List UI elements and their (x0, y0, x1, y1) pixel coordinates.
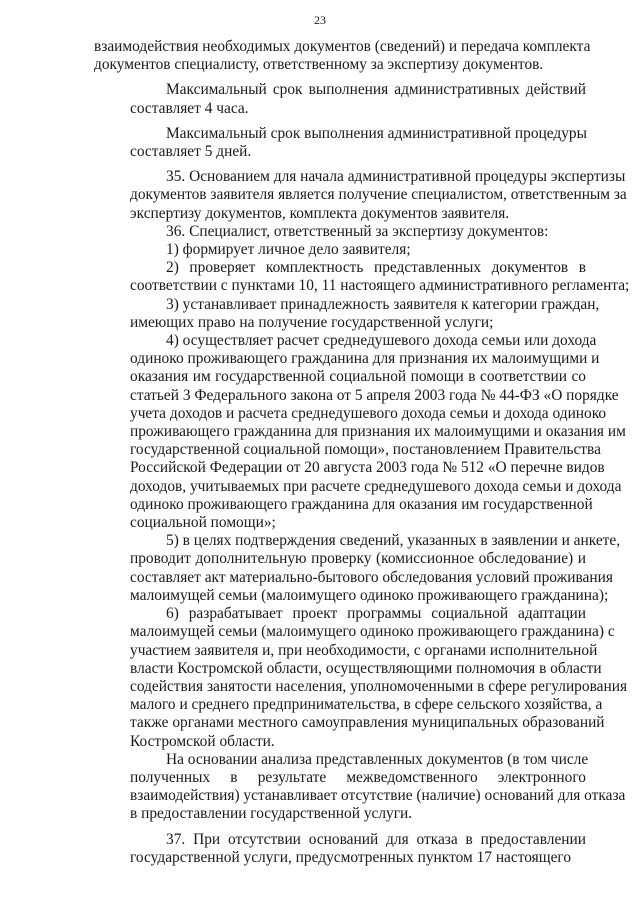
text-line: 4) осуществляет расчет среднедушевого дохода семьи или дохода (166, 332, 597, 350)
text-line: проводит дополнительную проверку (комиссионное обследование) и (130, 550, 586, 568)
paragraph (94, 332, 626, 532)
text-line: документов специалисту, ответственному за экспертизу документов. (94, 56, 544, 74)
text-line: малого и среднего предпринимательства, в сфере сельского хозяйства, а (130, 696, 603, 714)
paragraph (94, 241, 586, 259)
text-line: соответствии с пунктами 10, 11 настоящего административного регламента; (130, 277, 630, 295)
text-line: доходов, учитываемых при расчете среднедушевого дохода семьи и дохода (130, 477, 622, 495)
text-line: 35. Основанием для начала административной процедуры экспертизы (166, 168, 626, 186)
text-line: 1) формирует личное дело заявителя; (166, 241, 411, 259)
text-line: составляет 4 часа. (130, 99, 249, 117)
text-line: Максимальный срок выполнения административных действий (166, 81, 586, 99)
text-line: власти Костромской области, осуществляющими полномочия в области (130, 659, 602, 677)
text-line: 6) разрабатывает проект программы социальной адаптации (166, 605, 586, 623)
text-line: Костромской области. (130, 732, 275, 750)
paragraph (94, 125, 586, 161)
text-line: одиноко проживающего гражданина для оказания им государственной (130, 495, 593, 513)
text-line: составляет 5 дней. (130, 143, 252, 161)
text-line: имеющих право на получение государственной услуги; (130, 313, 494, 331)
text-line: взаимодействия) устанавливает отсутствие (наличие) оснований для отказа (130, 787, 626, 805)
text-line: содействия занятости населения, уполномоченными в сфере регулирования (130, 677, 628, 695)
text-line: также органами местного самоуправления муниципальных образований (130, 714, 605, 732)
paragraph (94, 750, 626, 824)
paragraph (94, 38, 591, 74)
paragraph (94, 532, 621, 605)
text-line: Российской Федерации от 20 августа 2003 года № 512 «О перечне видов (130, 459, 605, 477)
text-line: полученных в результате межведомственного электронного (130, 768, 586, 786)
paragraph (94, 223, 586, 241)
text-line: документов заявителя является получение специалистом, ответственным за (130, 186, 627, 204)
text-line: 3) устанавливает принадлежность заявителя к категории граждан, (166, 295, 600, 313)
text-line: На основании анализа представленных документов (в том числе (166, 750, 589, 768)
text-line: статьей 3 Федерального закона от 5 апреля 2003 года № 44-ФЗ «О порядке (130, 386, 619, 404)
text-line: государственной социальной помощи», постановлением Правительства (130, 441, 601, 459)
text-line: 36. Специалист, ответственный за экспертизу документов: (166, 222, 549, 240)
text-line: взаимодействия необходимых документов (сведений) и передача комплекта (94, 38, 591, 55)
text-line: 2) проверяет комплектность представленных документов в (166, 259, 586, 277)
text-line: малоимущей семьи (малоимущего одиноко проживающего гражданина) с (130, 623, 615, 641)
text-line: одиноко проживающего гражданина для признания их малоимущими и (130, 350, 600, 368)
text-line: Максимальный срок выполнения административной процедуры (166, 124, 587, 142)
text-line: участием заявителя и, при необходимости, с органами исполнительной (130, 641, 598, 659)
text-line: 37. При отсутствии оснований для отказа в предоставлении (166, 830, 586, 848)
text-line: оказания им государственной социальной помощи в соответствии со (130, 368, 586, 386)
document-body (94, 38, 630, 867)
text-line: учета доходов и расчета среднедушевого дохода семьи и дохода одиноко (130, 404, 607, 422)
text-line: экспертизу документов, комплекта документов заявителя. (130, 204, 510, 222)
text-line: малоимущей семьи (малоимущего одиноко проживающего гражданина); (130, 586, 609, 604)
page-number: 23 (314, 13, 326, 27)
text-line: проживающего гражданина для признания их малоимущими и оказания им (130, 423, 626, 441)
paragraph (94, 605, 628, 751)
text-line: социальной помощи»; (130, 514, 276, 532)
paragraph (94, 831, 586, 867)
text-line: 5) в целях подтверждения сведений, указанных в заявлении и анкете, (166, 532, 621, 550)
paragraph (94, 168, 627, 223)
text-line: в предоставлении государственной услуги. (130, 805, 413, 823)
paragraph (94, 81, 586, 117)
text-line: государственной услуги, предусмотренных пунктом 17 настоящего (130, 848, 572, 866)
paragraph (94, 295, 600, 332)
text-line: составляет акт материально-бытового обследования условий проживания (130, 568, 613, 586)
paragraph (94, 259, 630, 295)
